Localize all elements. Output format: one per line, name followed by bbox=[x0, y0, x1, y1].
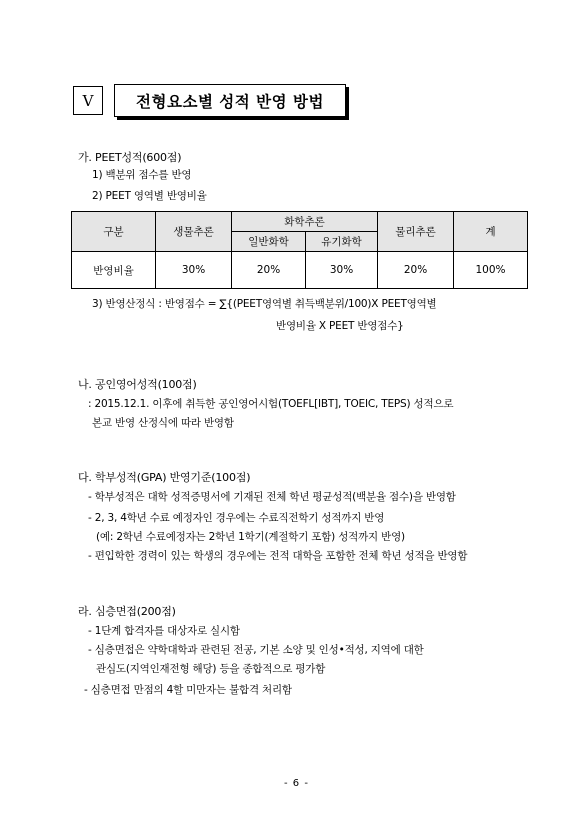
table-cell-bio: 30% bbox=[156, 252, 232, 289]
table-row-label: 반영비율 bbox=[72, 252, 156, 289]
gpa-line-1: - 학부성적은 대학 성적증명서에 기재된 전체 학년 평균성적(백분율 점수)을 반영함 bbox=[88, 491, 456, 503]
table-row bbox=[72, 252, 528, 289]
english-heading: 나. 공인영어성적(100점) bbox=[78, 378, 197, 391]
table-header-chem: 화학추론 bbox=[232, 212, 378, 232]
table-header-bio: 생물추론 bbox=[156, 212, 232, 252]
peet-ratio-table bbox=[71, 211, 528, 289]
peet-formula-line-2: 반영비율 X PEET 반영점수} bbox=[276, 320, 404, 332]
gpa-line-3: (예: 2학년 수료예정자는 2학년 1학기(계절학기 포함) 성적까지 반영) bbox=[96, 531, 405, 543]
section-roman-numeral: V bbox=[73, 86, 103, 115]
peet-heading: 가. PEET성적(600점) bbox=[78, 151, 182, 164]
interview-line-3: 관심도(지역인재전형 해당) 등을 종합적으로 평가함 bbox=[96, 663, 326, 675]
gpa-line-4: - 편입학한 경력이 있는 학생의 경우에는 전적 대학을 포함한 전체 학년 성적을 반영함 bbox=[88, 550, 468, 562]
table-header-total: 계 bbox=[454, 212, 528, 252]
table-header-chem-organic: 유기화학 bbox=[306, 232, 378, 252]
table-cell-chem-organic: 30% bbox=[306, 252, 378, 289]
interview-line-4: - 심층면접 만점의 4할 미만자는 불합격 처리함 bbox=[84, 684, 292, 696]
english-line-1: : 2015.12.1. 이후에 취득한 공인영어시험(TOEFL[IBT], TOEIC, TEPS) 성적으로 bbox=[88, 398, 454, 410]
page-number: - 6 - bbox=[284, 778, 309, 789]
interview-heading: 라. 심층면접(200점) bbox=[78, 605, 176, 618]
table-cell-total: 100% bbox=[454, 252, 528, 289]
english-line-2: 본교 반영 산정식에 따라 반영함 bbox=[92, 417, 234, 429]
section-title: 전형요소별 성적 반영 방법 bbox=[114, 84, 346, 117]
peet-formula-line-1: 3) 반영산정식 : 반영점수 = ∑{(PEET영역별 취득백분위/100)X PEET영역별 bbox=[92, 298, 437, 310]
table-header-physics: 물리추론 bbox=[378, 212, 454, 252]
interview-line-2: - 심층면접은 약학대학과 관련된 전공, 기본 소양 및 인성•적성, 지역에 대한 bbox=[88, 644, 424, 656]
table-header-gubun: 구분 bbox=[72, 212, 156, 252]
gpa-heading: 다. 학부성적(GPA) 반영기준(100점) bbox=[78, 471, 251, 484]
peet-item-1: 1) 백분위 점수를 반영 bbox=[92, 169, 192, 181]
table-cell-chem-general: 20% bbox=[232, 252, 306, 289]
peet-item-2: 2) PEET 영역별 반영비율 bbox=[92, 190, 207, 202]
interview-line-1: - 1단계 합격자를 대상자로 실시함 bbox=[88, 625, 240, 637]
table-cell-physics: 20% bbox=[378, 252, 454, 289]
table-header-chem-general: 일반화학 bbox=[232, 232, 306, 252]
gpa-line-2: - 2, 3, 4학년 수료 예정자인 경우에는 수료직전학기 성적까지 반영 bbox=[88, 512, 385, 524]
